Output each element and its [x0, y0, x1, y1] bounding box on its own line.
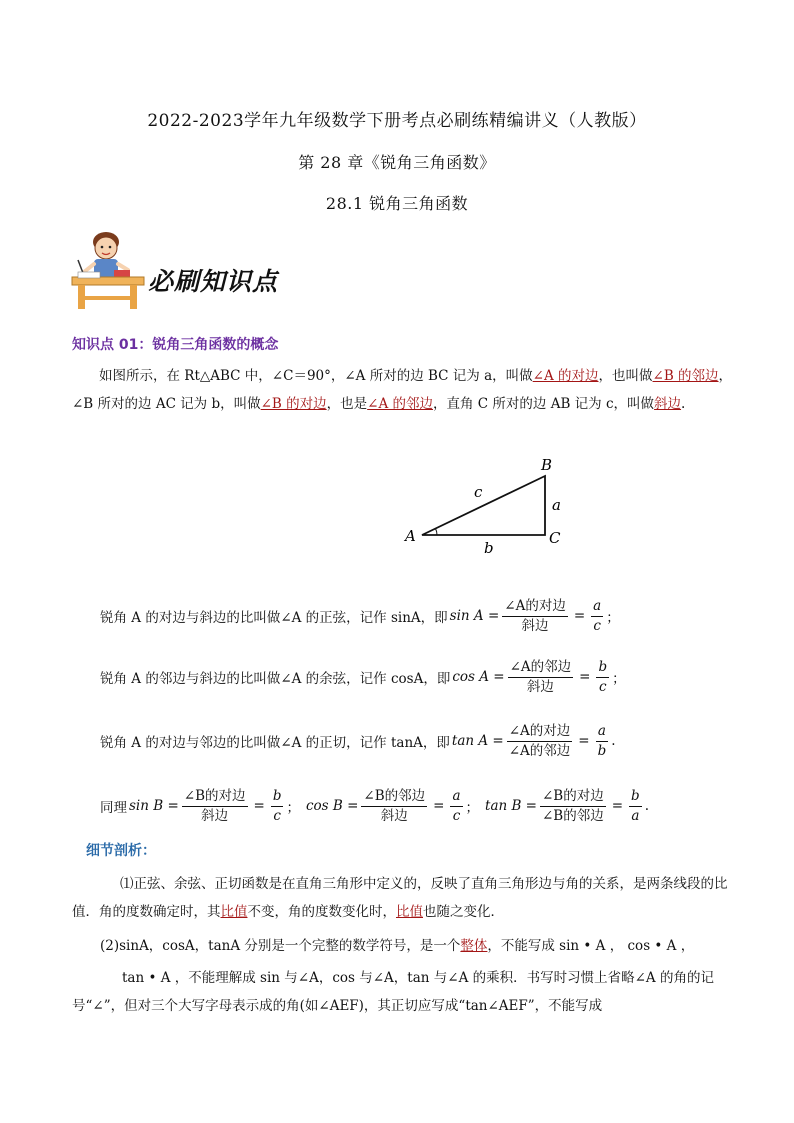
underlined-term: ∠B 的邻边: [652, 368, 719, 384]
vertex-b-label: B: [541, 456, 553, 474]
detail-point-2-line-1: (2)sinA，cosA，tanA 分别是一个完整的数学符号，是一个整体，不能写成 sin • A ， cos • A ，: [100, 938, 695, 954]
angle-b-definitions: 同理 sin B = $\frac{\text{∠B的对边}}{\text{斜边}}$ = $\frac{b}{c}$ ； cos B = $\frac{\text{∠B的邻边}}{\text{斜边}}$ = $\frac{a}{c}$ ； tan B = $\frac{\text{∠B的对边}}{\text{∠B的邻边}}$ = $\frac{b}{a}$ .: [100, 787, 649, 824]
document-title: 2022-2023学年九年级数学下册考点必刷练精编讲义（人教版）: [147, 111, 647, 131]
knowledge-point-label: 知识点 01：锐角三角函数的概念: [72, 337, 279, 353]
cosine-definition: 锐角 A 的邻边与斜边的比叫做∠A 的余弦，记作 cosA，即 cos A = $\frac{\text{∠A的邻边}}{\text{斜边}}$ = $\frac{b}{c}$ ；: [100, 658, 626, 695]
detail-point-1: ⑴正弦、余弦、正切函数是在直角三角形中定义的，反映了直角三角形边与角的关系，是两条线段的比值．角的度数确定时，其比值不变，角的度数变化时，比值也随之变化．: [72, 876, 728, 920]
side-c-label: c: [474, 483, 483, 501]
underlined-term: 斜边: [654, 396, 682, 412]
side-b-label: b: [484, 539, 494, 557]
underlined-term: 整体: [460, 938, 488, 954]
sine-definition: 锐角 A 的对边与斜边的比叫做∠A 的正弦，记作 sinA，即 sin A = $\frac{\text{∠A的对边}}{\text{斜边}}$ = $\frac{a}{c}$ ；: [100, 597, 620, 634]
details-label: 细节剖析：: [86, 843, 156, 859]
section-title: 28.1 锐角三角函数: [325, 194, 469, 213]
student-at-desk-illustration: [70, 226, 146, 312]
chapter-title: 第 28 章《锐角三角函数》: [298, 153, 496, 172]
detail-point-2-line-2: tan • A ，不能理解成 sin 与∠A，cos 与∠A，tan 与∠A 的乘积．书写时习惯上省略∠A 的角的记号“∠”，但对三个大写字母表示成的角(如∠AEF)，其正切应写成“tan∠AEF”，不能写成: [72, 970, 714, 1014]
triangle-shape: [422, 476, 545, 535]
section-heading: 必刷知识点: [148, 267, 279, 296]
underlined-term: 比值: [396, 904, 423, 920]
vertex-a-label: A: [405, 527, 416, 545]
intro-paragraph: 如图所示，在 Rt△ABC 中，∠C＝90°，∠A 所对的边 BC 记为 a，叫做∠A 的对边，也叫做∠B 的邻边，∠B 所对的边 AC 记为 b，叫做∠B 的对边，也是∠A 的邻边，直角 C 所对的边 AB 记为 c，叫做斜边.: [72, 368, 733, 412]
underlined-term: ∠A 的对边: [532, 368, 599, 384]
underlined-term: ∠A 的邻边: [367, 396, 434, 412]
underlined-term: ∠B 的对边: [260, 396, 327, 412]
angle-a-arc: [436, 529, 438, 536]
tangent-definition: 锐角 A 的对边与邻边的比叫做∠A 的正切，记作 tanA，即 tan A = $\frac{\text{∠A的对边}}{\text{∠A的邻边}}$ = $\frac{a}{b}$ .: [100, 722, 616, 759]
vertex-c-label: C: [549, 529, 561, 547]
side-a-label: a: [552, 496, 561, 514]
right-triangle-diagram: [395, 452, 575, 557]
underlined-term: 比值: [220, 904, 248, 920]
